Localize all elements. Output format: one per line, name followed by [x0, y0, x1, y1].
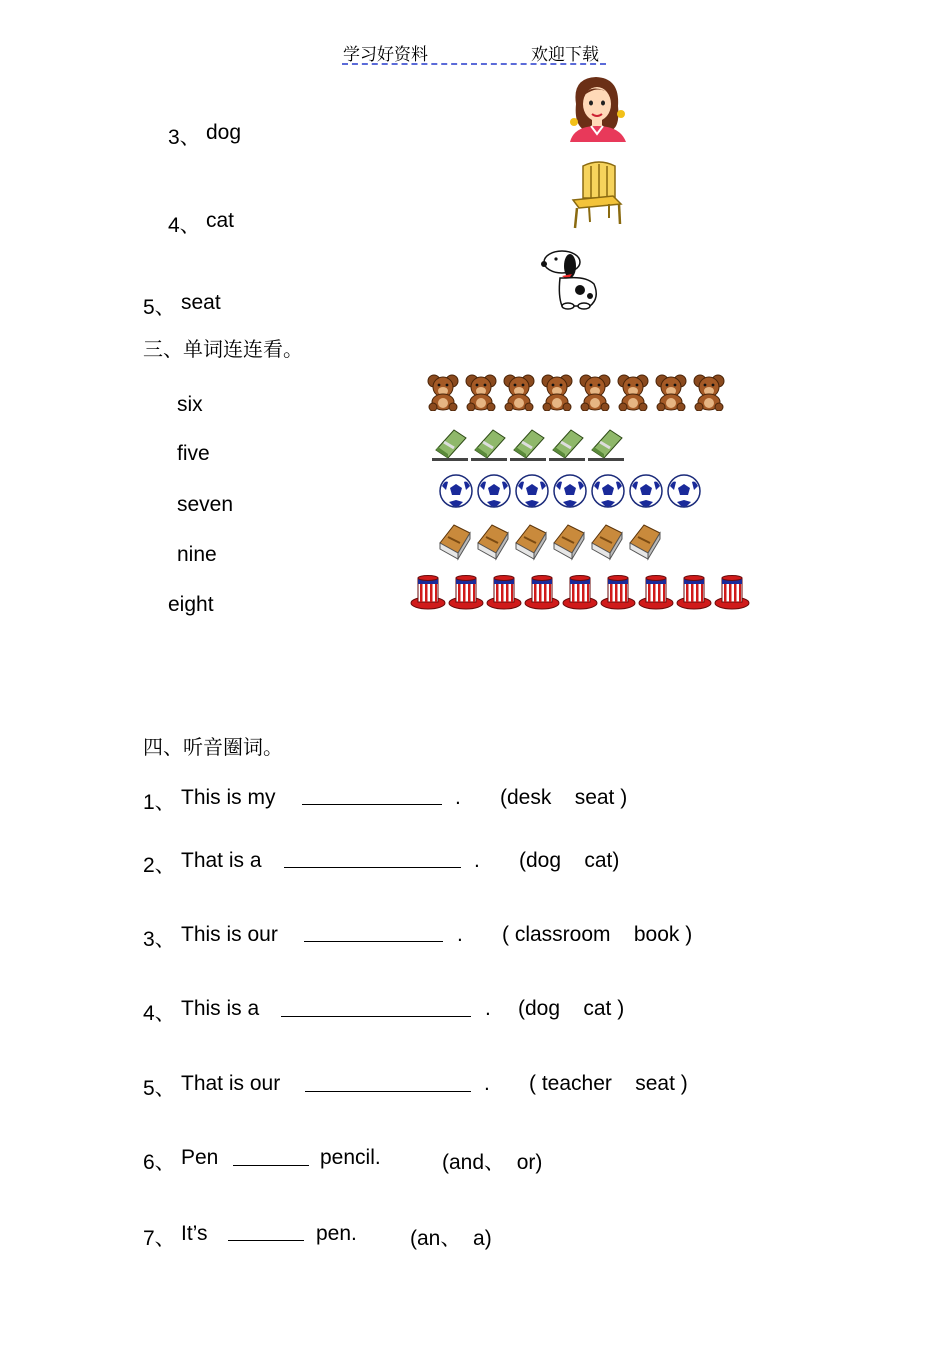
- soccer-ball-icon: [553, 472, 587, 510]
- s4-item6-after: pencil.: [320, 1146, 381, 1169]
- s4-item5-blank[interactable]: [305, 1091, 471, 1092]
- s4-item6-text: Pen: [181, 1146, 219, 1169]
- word-six: six: [177, 393, 203, 416]
- top-hat-icon: [676, 572, 712, 610]
- header-right-text: 欢迎下载: [531, 45, 599, 65]
- pencil-sharpener-icon: [626, 521, 662, 561]
- pencil-sharpener-icon: [588, 521, 624, 561]
- top-hat-row: [410, 572, 752, 610]
- s4-item3-num: 3、: [143, 928, 176, 951]
- soccer-ball-icon: [629, 472, 663, 510]
- teddy-bear-row: [426, 373, 730, 411]
- s4-item3-blank[interactable]: [304, 941, 443, 942]
- top-hat-icon: [562, 572, 598, 610]
- eraser-icon: [588, 424, 624, 462]
- teddy-bear-icon: [502, 373, 536, 411]
- teddy-bear-icon: [654, 373, 688, 411]
- eraser-row: [432, 424, 627, 462]
- s4-item4-period: .: [485, 997, 491, 1020]
- match-item-5-num: 5、: [143, 296, 176, 319]
- s4-item2-num: 2、: [143, 854, 176, 877]
- s4-item4-num: 4、: [143, 1002, 176, 1025]
- soccer-ball-icon: [667, 472, 701, 510]
- word-nine: nine: [177, 543, 217, 566]
- teddy-bear-icon: [540, 373, 574, 411]
- match-item-3-num: 3、: [168, 126, 201, 149]
- eraser-icon: [471, 424, 507, 462]
- s4-item5-text: That is our: [181, 1072, 281, 1095]
- dog-picture: [540, 246, 606, 312]
- top-hat-icon: [600, 572, 636, 610]
- teddy-bear-icon: [692, 373, 726, 411]
- teddy-bear-icon: [616, 373, 650, 411]
- soccer-ball-row: [439, 472, 705, 510]
- s4-item6-options: (and、 or): [442, 1151, 543, 1174]
- top-hat-icon: [714, 572, 750, 610]
- soccer-ball-icon: [477, 472, 511, 510]
- top-hat-icon: [410, 572, 446, 610]
- eraser-icon: [549, 424, 585, 462]
- soccer-ball-icon: [439, 472, 473, 510]
- teddy-bear-icon: [426, 373, 460, 411]
- s4-item1-num: 1、: [143, 791, 176, 814]
- s4-item1-options: (desk seat ): [500, 786, 628, 809]
- match-item-5-word: seat: [181, 291, 221, 314]
- s4-item1-period: .: [455, 786, 461, 809]
- s4-item7-text: It’s: [181, 1222, 208, 1245]
- s4-item2-blank[interactable]: [284, 867, 461, 868]
- s4-item5-num: 5、: [143, 1077, 176, 1100]
- pencil-sharpener-icon: [436, 521, 472, 561]
- match-item-3-word: dog: [206, 121, 242, 144]
- s4-item5-options: ( teacher seat ): [529, 1072, 688, 1095]
- word-seven: seven: [177, 493, 234, 516]
- s4-item4-blank[interactable]: [281, 1016, 471, 1017]
- s4-item2-period: .: [474, 849, 480, 872]
- chair-picture: [569, 160, 625, 230]
- s4-item4-options: (dog cat ): [518, 997, 625, 1020]
- section-3-title: 三、单词连连看。: [143, 337, 303, 361]
- pencil-sharpener-row: [436, 521, 664, 561]
- s4-item7-blank[interactable]: [228, 1240, 304, 1241]
- top-hat-icon: [524, 572, 560, 610]
- pencil-sharpener-icon: [512, 521, 548, 561]
- header-left-text: 学习好资料: [343, 45, 428, 65]
- s4-item3-text: This is our: [181, 923, 278, 946]
- s4-item4-text: This is a: [181, 997, 260, 1020]
- pencil-sharpener-icon: [550, 521, 586, 561]
- pencil-sharpener-icon: [474, 521, 510, 561]
- match-item-4-word: cat: [206, 209, 235, 232]
- s4-item5-period: .: [484, 1072, 490, 1095]
- word-eight: eight: [168, 593, 214, 616]
- eraser-icon: [510, 424, 546, 462]
- word-five: five: [177, 442, 210, 465]
- soccer-ball-icon: [515, 472, 549, 510]
- match-item-4-num: 4、: [168, 214, 201, 237]
- girl-picture: [566, 74, 632, 142]
- soccer-ball-icon: [591, 472, 625, 510]
- eraser-icon: [432, 424, 468, 462]
- top-hat-icon: [486, 572, 522, 610]
- s4-item7-options: (an、 a): [410, 1227, 492, 1250]
- teddy-bear-icon: [578, 373, 612, 411]
- header-divider: [342, 63, 606, 65]
- s4-item7-num: 7、: [143, 1227, 176, 1250]
- s4-item3-options: ( classroom book ): [502, 923, 693, 946]
- top-hat-icon: [638, 572, 674, 610]
- s4-item1-text: This is my: [181, 786, 276, 809]
- s4-item6-num: 6、: [143, 1151, 176, 1174]
- s4-item7-after: pen.: [316, 1222, 357, 1245]
- s4-item1-blank[interactable]: [302, 804, 442, 805]
- s4-item2-text: That is a: [181, 849, 262, 872]
- s4-item3-period: .: [457, 923, 463, 946]
- top-hat-icon: [448, 572, 484, 610]
- section-4-title: 四、听音圈词。: [143, 735, 283, 759]
- teddy-bear-icon: [464, 373, 498, 411]
- s4-item2-options: (dog cat): [519, 849, 620, 872]
- s4-item6-blank[interactable]: [233, 1165, 309, 1166]
